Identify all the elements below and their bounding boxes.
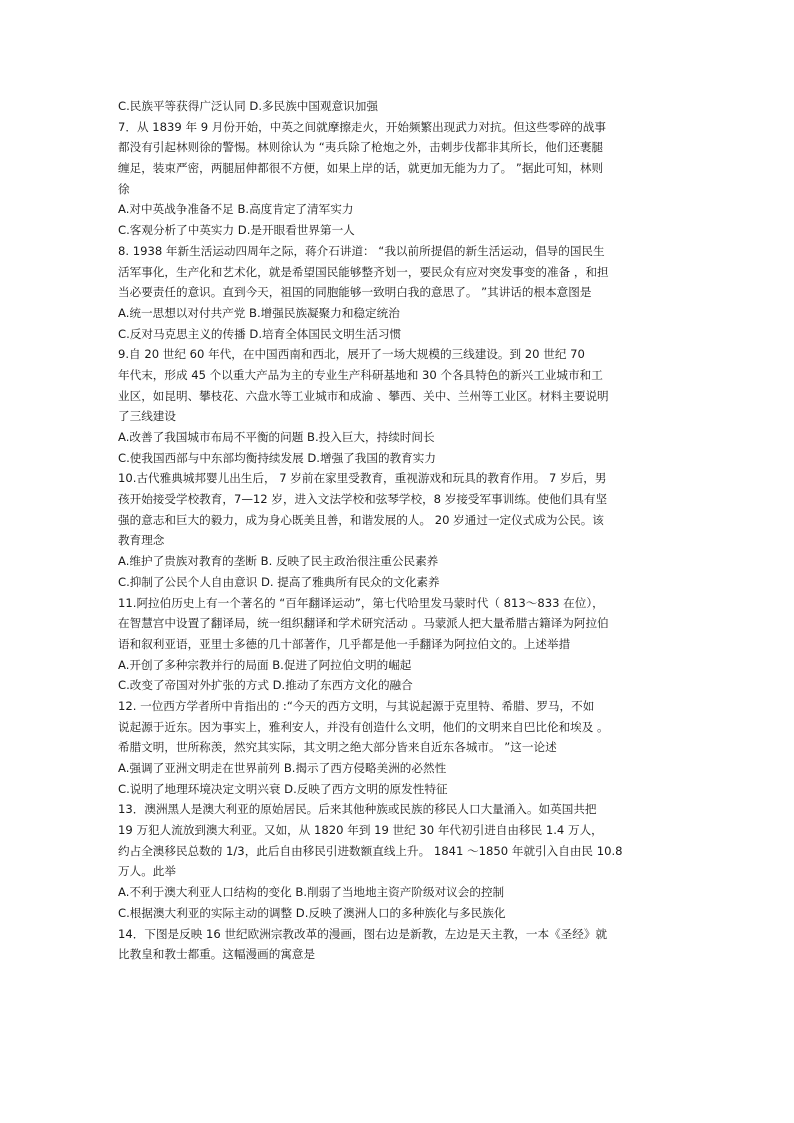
text-line: 13．澳洲黑人是澳大利亚的原始居民。后来其他种族或民族的移民人口大量涌入。如英国共把 [118, 802, 597, 817]
text-line: 活军事化，生产化和艺术化，就是希望国民能够整齐划一，要民众有应对突发事变的准备 ，和担 [118, 264, 609, 279]
text-line: A.不利于澳大利亚人口结构的变化 B.削弱了当地地主资产阶级对议会的控制 [118, 885, 505, 900]
text-line: C.客观分析了中英实力 D.是开眼看世界第一人 [118, 223, 355, 238]
text-line: 19 万犯人流放到澳大利亚。又如，从 1820 年到 19 世纪 30 年代初引进自由移民 1.4 万人， [118, 823, 603, 838]
text-line: 8. 1938 年新生活运动四周年之际，蒋介石讲道： “我以前所提倡的新生活运动，倡导的国民生 [118, 243, 605, 258]
text-line: 10.古代雅典城邦婴儿出生后， 7 岁前在家里受教育，重视游戏和玩具的教育作用。 7 岁后，男 [118, 471, 607, 486]
text-line: C.抑制了公民个人自由意识 D. 提高了雅典所有民众的文化素养 [118, 574, 440, 589]
text-line: A.维护了贵族对教育的垄断 B. 反映了民主政治很注重公民素养 [118, 554, 439, 569]
text-line: C.使我国西部与中东部均衡持续发展 D.增强了我国的教育实力 [118, 450, 436, 465]
text-line: C.改变了帝国对外扩张的方式 D.推动了东西方文化的融合 [118, 678, 413, 693]
text-line: 9.自 20 世纪 60 年代，在中国西南和西北，展开了一场大规模的三线建设。到 20 世纪 70 [118, 347, 585, 362]
text-line: 年代末，形成 45 个以重大产品为主的专业生产科研基地和 30 个各具特色的新兴工业城市和工 [118, 367, 603, 382]
text-line: C.民族平等获得广泛认同 D.多民族中国观意识加强 [118, 99, 378, 113]
text-line: A.强调了亚洲文明走在世界前列 B.揭示了西方侵略美洲的必然性 [118, 761, 447, 775]
text-line: 11.阿拉伯历史上有一个著名的 “百年翻译运动”，第七代哈里发马蒙时代（ 813～833 在位）， [118, 595, 604, 610]
text-line: 比教皇和教士都重。这幅漫画的寓意是 [118, 947, 316, 962]
text-line: 万人。此举 [118, 864, 176, 879]
text-line: 教育理念 [118, 533, 165, 548]
text-line: C.根据澳大利亚的实际主动的调整 D.反映了澳洲人口的多种族化与多民族化 [118, 905, 506, 920]
text-line: 业区，如昆明、攀枝花、六盘水等工业城市和成渝 、攀西、关中、兰州等工业区。材料主要说明 [118, 388, 609, 403]
text-line: 在智慧宫中设置了翻译局，统一组织翻译和学术研究活动 。马蒙派人把大量希腊古籍译为阿拉伯 [118, 616, 609, 631]
text-line: 希腊文明，世所称羡，然究其实际，其文明之绝大部分皆来自近东各城市。 ”这一论述 [118, 740, 557, 755]
text-line: 缠足，装束严密，两腿屈伸都很不方便，如果上岸的话，就更加无能为力了。 ”据此可知，林则 [118, 161, 604, 176]
text-line: 语和叙利亚语，亚里士多德的几十部著作，几乎都是他一手翻译为阿拉伯文的。上述举措 [118, 636, 571, 651]
text-line: A.统一思想以对付共产党 B.增强民族凝聚力和稳定统治 [118, 305, 400, 320]
text-line: 孩开始接受学校教育，7—12 岁，进入文法学校和弦琴学校，8 岁接受军事训练。使他们具有坚 [118, 492, 608, 507]
text-line: C.反对马克思主义的传播 D.培育全体国民文明生活习惯 [118, 326, 402, 341]
text-line: A.改善了我国城市布局不平衡的问题 B.投入巨大，持续时间长 [118, 430, 435, 444]
text-line: C.说明了地理环境决定文明兴衰 D.反映了西方文明的原发性特征 [118, 781, 448, 796]
text-line: 约占全澳移民总数的 1/3，此后自由移民引进数额直线上升。 1841 ～1850 年就引入自由民 10.8 [118, 843, 623, 858]
text-line: A.对中英战争准备不足 B.高度肯定了清军实力 [118, 202, 354, 217]
text-line: 强的意志和巨大的毅力，成为身心既美且善，和谐发展的人。 20 岁通过一定仪式成为公民。该 [118, 512, 604, 527]
exam-page [118, 96, 678, 965]
text-line: 徐 [118, 181, 130, 196]
text-line: 14．下图是反映 16 世纪欧洲宗教改革的漫画，图右边是新教，左边是天主教，一本《圣经》就 [118, 926, 608, 941]
text-line: A.开创了多种宗教并行的局面 B.促进了阿拉伯文明的崛起 [118, 657, 412, 672]
text-line: 说起源于近东。因为事实上，雅利安人，并没有创造什么文明，他们的文明来自巴比伦和埃及 。 [118, 719, 609, 734]
text-line: 12. 一位西方学者所中肯指出的 :“今天的西方文明，与其说起源于克里特、希腊、罗马，不如 [118, 698, 595, 713]
text-line: 当必要责任的意识。直到今天，祖国的同胞能够一致明白我的意思了。 ”其讲话的根本意图是 [118, 285, 592, 300]
text-line: 都没有引起林则徐的警惕。林则徐认为 “夷兵除了枪炮之外，击刺步伐都非其所长，他们还裹腿 [118, 140, 604, 155]
text-line: 了三线建设 [118, 409, 176, 424]
text-line: 7．从 1839 年 9 月份开始，中英之间就摩擦走火，开始频繁出现武力对抗。但这些零碎的战事 [118, 119, 606, 134]
